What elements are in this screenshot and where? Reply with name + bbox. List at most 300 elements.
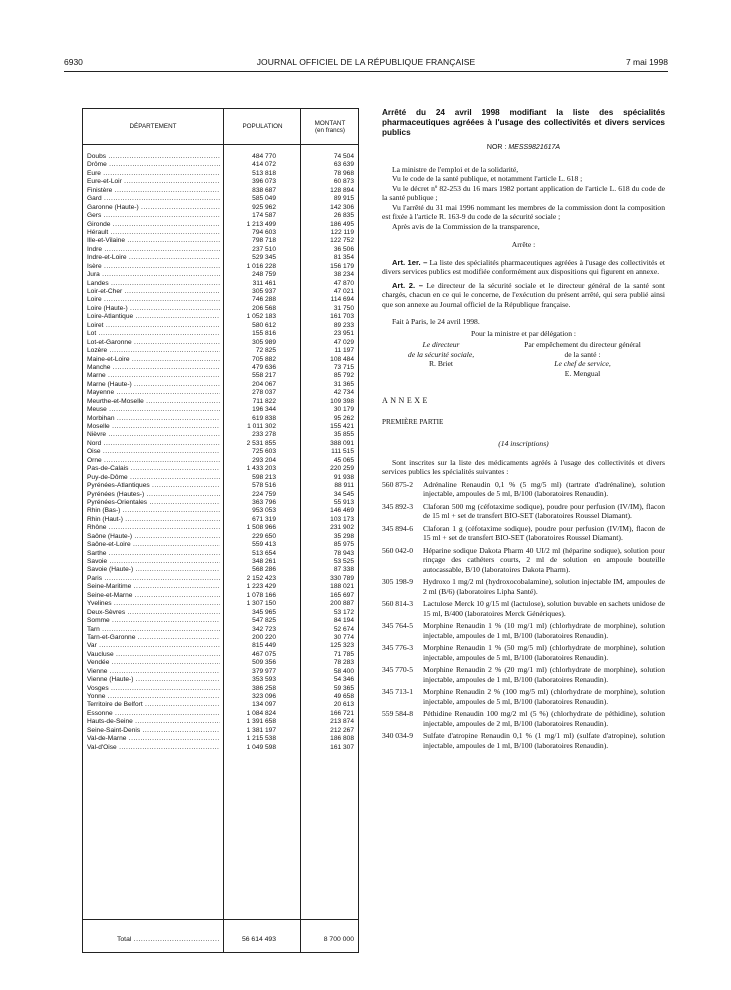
list-item: [382, 546, 665, 575]
montant-cell: 47 021: [333, 288, 354, 295]
departement-cell: Jura .....: [87, 271, 220, 279]
table-row: [83, 221, 358, 229]
total-population: 56 614 493: [241, 936, 276, 943]
population-cell: 568 286: [252, 566, 276, 574]
montant-cell: 63 639: [333, 161, 354, 169]
montant-cell: 212 267: [330, 726, 354, 734]
population-cell: 1 307 150: [246, 600, 276, 608]
montant-cell: 125 323: [330, 642, 354, 650]
population-cell: 725 603: [252, 448, 276, 456]
table-row: [83, 195, 358, 203]
signatures: [382, 340, 665, 378]
table-row: [83, 701, 358, 709]
departement-cell: Finistère .....: [87, 187, 220, 195]
table-row: [83, 617, 358, 625]
population-cell: 479 636: [252, 363, 276, 371]
montant-cell: 78 943: [333, 549, 354, 557]
departement-cell: Yvelines .....: [87, 600, 220, 608]
arrete-title: Arrêté du 24 avril 1998 modifiant la liste des spécialités pharmaceutiques agréées à l'usage des collectivités et divers services publics: [382, 108, 665, 137]
table-row: [83, 170, 358, 178]
population-cell: 237 510: [252, 245, 276, 253]
departement-cell: Pyrénées (Hautes-) .....: [87, 491, 220, 499]
montant-cell: 36 506: [333, 245, 354, 253]
population-cell: 1 016 228: [246, 262, 276, 270]
departement-cell: Vosges .....: [87, 685, 220, 693]
montant-cell: 59 365: [333, 684, 354, 692]
table-row: [83, 381, 358, 389]
list-item: [382, 577, 665, 596]
montant-cell: 47 029: [333, 338, 354, 346]
montant-cell: 188 021: [330, 583, 354, 591]
page-header: [64, 57, 668, 71]
population-cell: 815 449: [252, 642, 276, 650]
montant-cell: 53 172: [333, 608, 354, 616]
population-cell: 1 011 302: [247, 423, 276, 430]
population-cell: 305 989: [252, 338, 276, 346]
montant-cell: 71 785: [333, 650, 354, 658]
signature-right-name: E. Mengual: [564, 368, 601, 378]
population-cell: 1 381 197: [246, 726, 276, 734]
drug-code: 345 776-3: [382, 643, 414, 652]
population-cell: 2 531 855: [246, 439, 276, 447]
montant-cell: 55 913: [333, 498, 354, 506]
article-2: [382, 281, 665, 310]
departement-cell: Savoie (Haute-) .....: [87, 566, 220, 574]
departement-cell: Vienne .....: [87, 668, 220, 676]
population-cell: 547 825: [252, 617, 276, 625]
montant-cell: 388 091: [330, 439, 354, 447]
paragraph-vu-decret: Vu le décret nº 82-253 du 16 mars 1982 portant application de l'article L. 618 du code de la santé publique ;: [382, 183, 665, 202]
montant-cell: 91 938: [333, 473, 354, 481]
departement-cell: Hauts-de-Seine .....: [87, 718, 220, 726]
population-cell: 353 593: [252, 676, 276, 684]
table-row: [83, 651, 358, 659]
signature-left-name: R. Briet: [428, 359, 454, 368]
table-body: [83, 153, 358, 752]
departement-cell: Pas-de-Calais .....: [87, 465, 220, 473]
table-row: [83, 516, 358, 524]
table-row: [83, 592, 358, 600]
table-row: [83, 558, 358, 566]
table-row: [83, 642, 358, 650]
population-cell: 233 278: [252, 431, 276, 439]
table-row: [83, 448, 358, 456]
table-row: [83, 406, 358, 414]
total-montant: 8 700 000: [323, 936, 354, 943]
paragraph-vu-arrete: Vu l'arrêté du 31 mai 1996 nommant les membres de la commission dont la composition est fixée à l'article R. 163-9 du code de la sécurité sociale ;: [382, 202, 665, 221]
population-cell: 323 096: [252, 693, 276, 700]
montant-cell: 49 658: [333, 693, 354, 700]
table-row: [83, 533, 358, 541]
population-cell: 386 258: [252, 684, 276, 692]
table-row: [83, 389, 358, 397]
table-row: [83, 626, 358, 634]
departement-cell: Val-de-Marne .....: [87, 735, 220, 743]
departement-cell: Tarn-et-Garonne .....: [87, 634, 220, 642]
column-header-population: POPULATION: [223, 109, 301, 144]
population-cell: 1 078 166: [246, 591, 276, 599]
departement-cell: Puy-de-Dôme .....: [87, 474, 220, 482]
departement-cell: Paris .....: [87, 575, 220, 583]
departement-cell: Nord .....: [87, 440, 220, 448]
departement-cell: Hérault .....: [87, 229, 220, 237]
population-cell: 1 433 203: [246, 465, 276, 473]
list-item: [382, 502, 665, 521]
montant-cell: 161 703: [330, 313, 354, 321]
column-header-departement: DÉPARTEMENT: [129, 123, 177, 130]
montant-cell: 186 808: [330, 735, 354, 743]
table-row: [83, 491, 358, 499]
montant-cell: 155 421: [330, 423, 354, 430]
table-row: [83, 153, 358, 161]
column-header-montant-label: MONTANT: [314, 119, 346, 127]
table-row: [83, 296, 358, 304]
annexe-heading: ANNEXE: [382, 396, 430, 405]
population-cell: 174 587: [252, 212, 276, 220]
total-label: Total .....: [117, 935, 220, 944]
departement-cell: Savoie .....: [87, 558, 220, 566]
montant-cell: 74 504: [333, 153, 354, 160]
table-row: [83, 305, 358, 313]
population-cell: 379 977: [252, 667, 276, 675]
departement-cell: Eure-et-Loir .....: [87, 178, 220, 186]
population-cell: 798 718: [252, 237, 276, 245]
table-row: [83, 280, 358, 288]
drug-description: Morphine Renaudin 2 % (20 mg/1 ml) (chlorhydrate de morphine), solution injectable, ampoules de 1 ml, B/100 (laboratoires Renaudin).: [423, 665, 665, 684]
table-row: [83, 727, 358, 735]
montant-cell: 38 234: [333, 271, 354, 279]
departement-cell: Pyrénées-Atlantiques .....: [87, 482, 220, 490]
departement-cell: Indre .....: [87, 246, 220, 254]
departement-cell: Seine-Maritime .....: [87, 583, 220, 591]
population-cell: 196 344: [252, 406, 276, 414]
departement-cell: Lot .....: [87, 330, 220, 338]
departement-cell: Morbihan .....: [87, 415, 220, 423]
drug-description: Péthidine Renaudin 100 mg/2 ml (5 %) (chlorhydrate de péthidine), solution injectable, ampoules de 2 ml, B/100 (laboratoires Renaudin).: [423, 709, 665, 728]
population-cell: 396 073: [252, 178, 276, 186]
signature-right-title: Le chef de service,: [554, 359, 611, 368]
montant-cell: 166 721: [330, 709, 354, 717]
population-cell: 711 822: [252, 397, 276, 405]
departement-cell: Oise .....: [87, 448, 220, 456]
table-row: [83, 178, 358, 186]
departement-cell: Moselle .....: [87, 423, 220, 431]
population-cell: 838 687: [252, 186, 276, 194]
departement-cell: Loire (Haute-) .....: [87, 305, 220, 313]
drug-code: 560 814-3: [382, 599, 414, 608]
table-row: [83, 457, 358, 465]
departement-cell: Tarn .....: [87, 626, 220, 634]
departement-cell: Yonne .....: [87, 693, 220, 701]
list-item: [382, 480, 665, 499]
population-cell: 414 072: [252, 161, 276, 169]
list-item: [382, 731, 665, 750]
signature-right-line1: Par empêchement du directeur général: [524, 340, 641, 349]
population-cell: 1 213 499: [246, 220, 276, 228]
paragraph-apres-avis: Après avis de la Commission de la transparence,: [392, 221, 540, 231]
departement-cell: Vienne (Haute-) .....: [87, 676, 220, 684]
departement-cell: Loire .....: [87, 296, 220, 304]
departement-cell: Mayenne .....: [87, 389, 220, 397]
column-header-montant-unit: (en francs): [314, 126, 346, 134]
population-cell: 467 075: [252, 650, 276, 658]
drug-description: Morphine Renaudin 1 % (10 mg/1 ml) (chlorhydrate de morphine), solution injectable, ampoules de 1 ml, B/100 (laboratoires Renaudin).: [423, 621, 665, 640]
population-cell: 513 818: [252, 169, 276, 177]
signature-right: [500, 340, 665, 378]
montant-cell: 26 835: [333, 212, 354, 220]
inscriptions-count: (14 inscriptions): [498, 439, 549, 448]
population-cell: 72 825: [255, 347, 276, 355]
montant-cell: 58 400: [333, 667, 354, 675]
montant-cell: 186 495: [330, 220, 354, 228]
header-rule: [64, 71, 668, 72]
population-cell: 204 067: [252, 380, 276, 388]
departement-cell: Isère .....: [87, 263, 220, 271]
population-cell: 580 612: [252, 321, 276, 329]
population-cell: 559 413: [252, 541, 276, 549]
montant-cell: 34 545: [333, 490, 354, 498]
montant-cell: 122 119: [330, 228, 354, 236]
departement-cell: Rhin (Bas-) .....: [87, 507, 220, 515]
table-row: [83, 575, 358, 583]
montant-cell: 60 873: [333, 178, 354, 186]
population-cell: 598 213: [252, 473, 276, 481]
table-row: [83, 356, 358, 364]
population-cell: 342 723: [252, 625, 276, 633]
drug-description: Claforan 1 g (céfotaxime sodique), poudre pour perfusion (IV/IM), flacon de 15 ml + set de transfert BIO-SET (laboratoires Roussel Diamant).: [423, 523, 665, 542]
table-row: [83, 339, 358, 347]
list-item: [382, 687, 665, 706]
list-item: [382, 709, 665, 728]
drug-description: Claforan 500 mg (céfotaxime sodique), poudre pour perfusion (IV/IM), flacon de 15 ml + set de transfert BIO-SET (laboratoires Roussel Diamant).: [423, 501, 665, 520]
table-row: [83, 550, 358, 558]
departement-cell: Gers .....: [87, 212, 220, 220]
population-cell: 348 261: [252, 558, 276, 565]
drug-code: 345 894-6: [382, 523, 414, 533]
population-cell: 619 838: [252, 414, 276, 422]
departement-cell: Marne .....: [87, 372, 220, 380]
table-row: [83, 482, 358, 490]
departement-cell: Deux-Sèvres .....: [87, 609, 220, 617]
table-header: [83, 109, 358, 145]
table-row: [83, 507, 358, 515]
montant-cell: 128 894: [330, 186, 354, 194]
drug-description: Morphine Renaudin 1 % (50 mg/5 ml) (chlorhydrate de morphine), solution injectable, ampoules de 5 ml, B/100 (laboratoires Renaudin).: [423, 643, 665, 662]
table-row: [83, 364, 358, 372]
drug-code: 345 713-1: [382, 687, 414, 696]
departement-cell: Doubs .....: [87, 153, 220, 161]
departement-cell: Seine-et-Marne .....: [87, 592, 220, 600]
population-cell: 1 508 966: [246, 524, 276, 532]
departement-cell: Loir-et-Cher .....: [87, 288, 220, 296]
montant-cell: 89 233: [333, 321, 354, 329]
table-row: [83, 204, 358, 212]
population-cell: 278 037: [252, 389, 276, 397]
drug-code: 560 875-2: [382, 479, 414, 489]
montant-cell: 89 915: [333, 195, 354, 203]
departement-cell: Loiret .....: [87, 322, 220, 330]
montant-cell: 108 484: [330, 355, 354, 363]
drug-list: [382, 480, 665, 751]
table-row: [83, 693, 358, 701]
departement-cell: Marne (Haute-) .....: [87, 381, 220, 389]
population-cell: 224 759: [252, 490, 276, 498]
page-number: 6930: [64, 57, 83, 67]
montant-cell: 142 306: [330, 203, 354, 211]
table-row: [83, 271, 358, 279]
montant-cell: 95 262: [333, 414, 354, 422]
montant-cell: 53 525: [333, 558, 354, 565]
drug-code: 340 034-9: [382, 731, 414, 740]
drug-description: Morphine Renaudin 2 % (100 mg/5 ml) (chlorhydrate de morphine), solution injectable, ampoules de 5 ml, B/100 (laboratoires Renaudin).: [423, 687, 665, 706]
departement-cell: Vendée .....: [87, 659, 220, 667]
drug-code: 345 770-5: [382, 665, 414, 674]
table-row: [83, 474, 358, 482]
montant-cell: 161 307: [330, 743, 354, 751]
table-row: [83, 499, 358, 507]
montant-cell: 87 338: [333, 566, 354, 574]
population-cell: 1 215 538: [246, 735, 276, 743]
drug-description: Adrénaline Renaudin 0,1 % (5 mg/5 ml) (tartrate d'adrénaline), solution injectable, ampoules de 5 ml, B/100 (laboratoires Renaudin).: [423, 479, 665, 498]
montant-cell: 35 855: [333, 431, 354, 439]
montant-cell: 20 613: [333, 701, 354, 709]
population-cell: 206 568: [252, 304, 276, 312]
table-row: [83, 322, 358, 330]
table-row: [83, 237, 358, 245]
population-cell: 509 356: [252, 659, 276, 667]
montant-cell: 35 298: [333, 532, 354, 540]
signature-left-role: de la sécurité sociale,: [407, 349, 475, 359]
table-row: [83, 710, 358, 718]
population-cell: 1 391 658: [246, 718, 276, 726]
departement-cell: Gard .....: [87, 195, 220, 203]
drug-description: Hydroxo 1 mg/2 ml (hydroxocobalamine), solution injectable IM, ampoules de 2 ml (B/6) (laboratoires Lipha Santé).: [423, 577, 665, 596]
table-row: [83, 685, 358, 693]
table-row: [83, 609, 358, 617]
montant-cell: 200 887: [330, 600, 354, 608]
table-row: [83, 254, 358, 262]
issue-date: 7 mai 1998: [625, 57, 668, 67]
table-row: [83, 347, 358, 355]
table-row: [83, 398, 358, 406]
departement-cell: Indre-et-Loire .....: [87, 254, 220, 262]
population-cell: 155 816: [252, 330, 276, 338]
table-row: [83, 634, 358, 642]
montant-cell: 103 173: [330, 515, 354, 523]
drug-code: 345 764-5: [382, 621, 414, 630]
montant-cell: 146 469: [330, 507, 354, 515]
departement-cell: Nièvre .....: [87, 431, 220, 439]
population-cell: 363 796: [252, 498, 276, 506]
population-cell: 1 223 429: [246, 583, 276, 591]
list-item: [382, 599, 665, 618]
table-row: [83, 288, 358, 296]
population-cell: 200 220: [252, 633, 276, 641]
drug-code: 345 892-3: [382, 501, 414, 511]
departement-cell: Saône (Haute-) .....: [87, 533, 220, 541]
table-row: [83, 440, 358, 448]
departement-cell: Maine-et-Loire .....: [87, 356, 220, 364]
departement-cell: Ille-et-Vilaine .....: [87, 237, 220, 245]
population-cell: 705 882: [252, 355, 276, 363]
signature-left: [382, 340, 500, 378]
departement-cell: Meurthe-et-Moselle .....: [87, 398, 220, 406]
population-cell: 529 345: [252, 254, 276, 262]
montant-cell: 31 365: [333, 380, 354, 388]
list-item: [382, 643, 665, 662]
table-row: [83, 744, 358, 752]
nor-label: NOR :: [486, 144, 507, 151]
montant-cell: 156 179: [330, 262, 354, 270]
total-rule: [83, 919, 358, 920]
departement-cell: Pyrénées-Orientales .....: [87, 499, 220, 507]
population-cell: 746 288: [252, 296, 276, 304]
population-cell: 1 052 183: [246, 313, 276, 321]
departement-cell: Orne .....: [87, 457, 220, 465]
population-cell: 484 770: [252, 153, 276, 160]
population-cell: 248 759: [252, 271, 276, 279]
table-row: [83, 263, 358, 271]
annexe-intro: Sont inscrites sur la liste des médicaments agréés à l'usage des collectivités et divers services publics les spécialités suivantes :: [382, 457, 665, 476]
population-cell: 2 152 423: [246, 574, 276, 582]
nor-line: [382, 143, 665, 153]
signature-right-line2: de la santé :: [564, 349, 601, 359]
montant-cell: 73 715: [333, 363, 354, 371]
arrete-column: [382, 108, 665, 750]
montant-cell: 78 968: [333, 169, 354, 177]
montant-cell: 31 750: [333, 304, 354, 312]
list-item: [382, 621, 665, 640]
paragraph-vu-code: Vu le code de la santé publique, et notamment l'article L. 618 ;: [392, 174, 583, 183]
departement-cell: Lozère .....: [87, 347, 220, 355]
table-row: [83, 524, 358, 532]
montant-cell: 30 774: [333, 633, 354, 641]
drug-description: Héparine sodique Dakota Pharm 40 UI/2 ml (héparine sodique), solution pour rinçage des cathéters courts, 2 ml de solution en ampoule bouteille autocassable, B/10 (laboratoires Dakota Pharm).: [423, 545, 665, 574]
population-cell: 305 937: [252, 288, 276, 295]
departement-cell: Var .....: [87, 642, 220, 650]
table-row: [83, 229, 358, 237]
montant-cell: 165 697: [330, 591, 354, 599]
departement-cell: Sarthe .....: [87, 550, 220, 558]
departement-cell: Val-d'Oise .....: [87, 744, 220, 752]
table-row: [83, 600, 358, 608]
montant-cell: 47 870: [333, 279, 354, 287]
population-cell: 311 461: [252, 279, 276, 287]
montant-cell: 78 283: [333, 659, 354, 667]
nor-code: MESS9821617A: [508, 144, 561, 151]
departement-cell: Rhin (Haut-) .....: [87, 516, 220, 524]
table-row: [83, 668, 358, 676]
column-header-montant: [300, 109, 359, 144]
montant-cell: 231 902: [330, 524, 354, 532]
table-row: [83, 415, 358, 423]
table-row: [83, 566, 358, 574]
montant-cell: 30 179: [333, 406, 354, 414]
montant-cell: 109 398: [330, 397, 354, 405]
departement-cell: Gironde .....: [87, 221, 220, 229]
montant-cell: 54 346: [333, 676, 354, 684]
departement-cell: Meuse .....: [87, 406, 220, 414]
population-cell: 229 650: [252, 532, 276, 540]
table-row: [83, 676, 358, 684]
partie-heading: PREMIÈRE PARTIE: [382, 417, 444, 426]
departement-cell: Manche .....: [87, 364, 220, 372]
population-cell: 671 319: [252, 515, 276, 523]
drug-code: 559 584-8: [382, 709, 414, 718]
drug-description: Lactulose Merck 10 g/15 ml (lactulose), solution buvable en sachets unidose de 15 ml, B/400 (laboratoires Merck Génériques).: [423, 599, 665, 618]
montant-cell: 213 874: [330, 718, 354, 726]
population-cell: 953 053: [252, 507, 276, 515]
